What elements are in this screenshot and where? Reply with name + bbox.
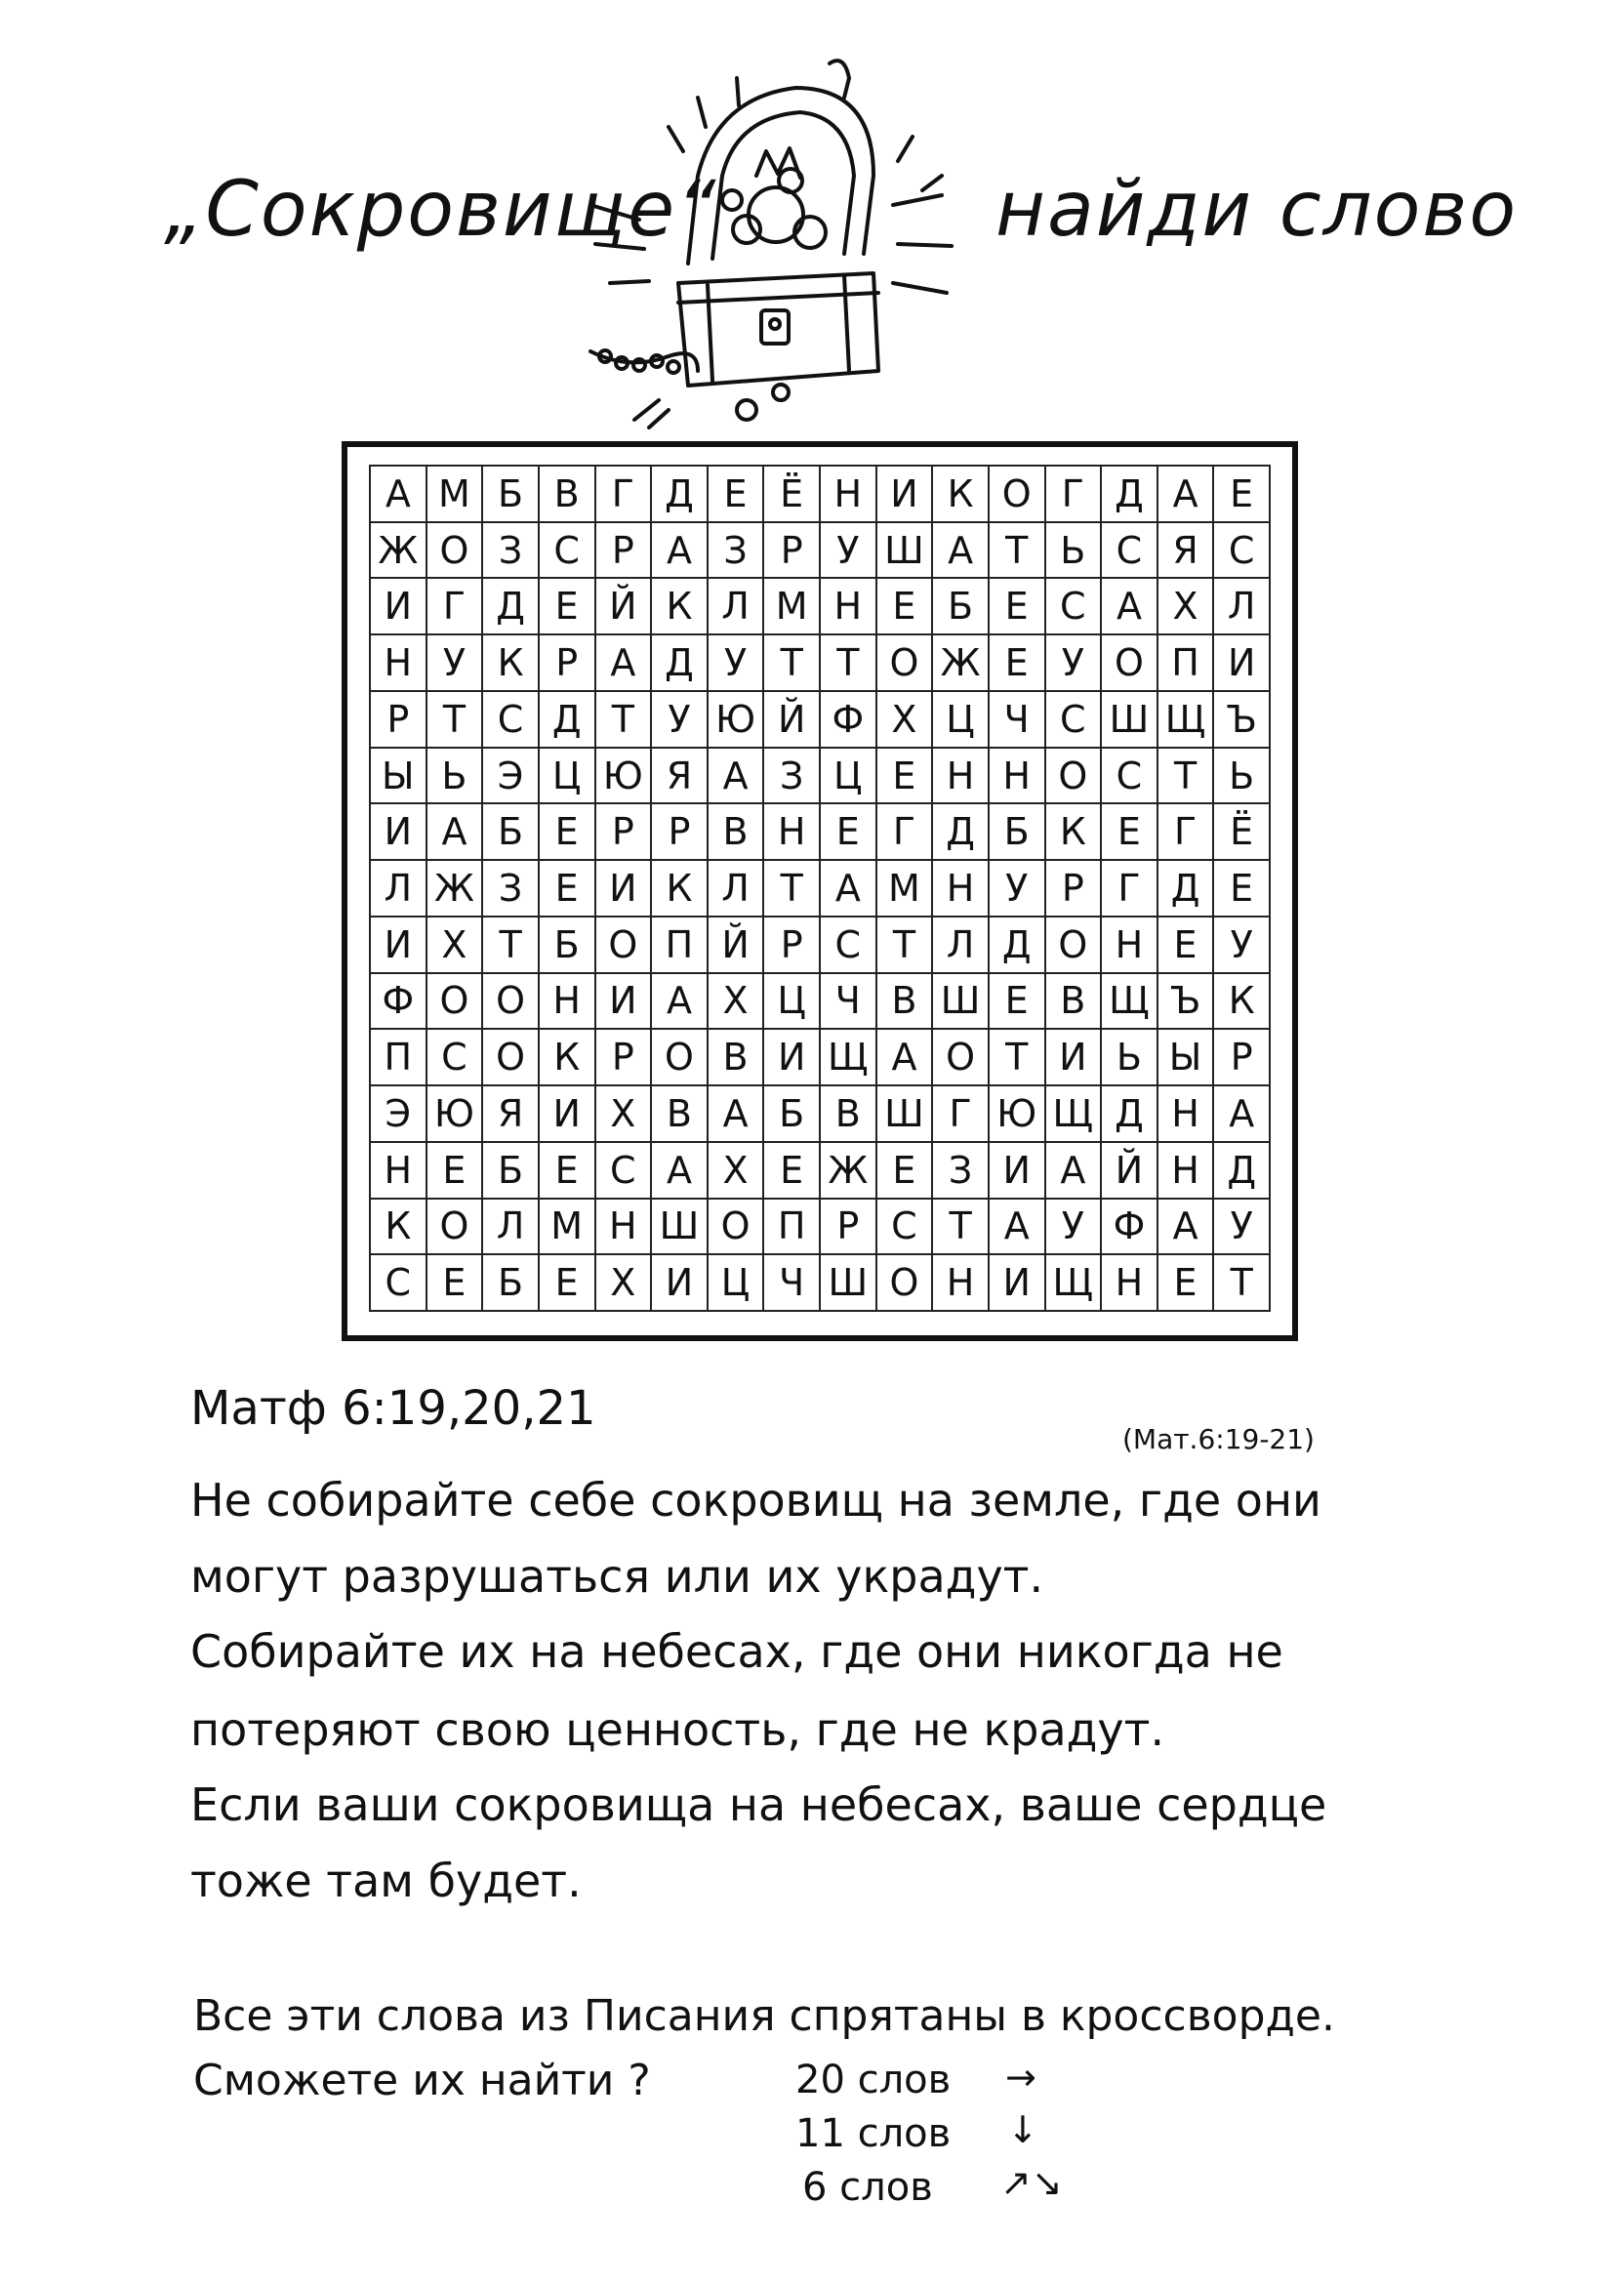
grid-cell[interactable]: С <box>427 1030 484 1086</box>
grid-cell[interactable]: Ч <box>821 974 877 1031</box>
grid-cell[interactable]: Н <box>540 974 596 1031</box>
grid-cell[interactable]: Н <box>596 1200 653 1256</box>
grid-cell[interactable]: Н <box>821 579 877 635</box>
grid-cell[interactable]: И <box>371 918 427 974</box>
grid-cell[interactable]: Т <box>427 692 484 749</box>
grid-cell[interactable]: Ц <box>709 1255 765 1312</box>
grid-cell[interactable]: К <box>540 1030 596 1086</box>
grid-cell[interactable]: Д <box>540 692 596 749</box>
grid-cell[interactable]: Щ <box>821 1030 877 1086</box>
grid-cell[interactable]: О <box>1102 635 1158 692</box>
grid-cell[interactable]: А <box>427 804 484 861</box>
grid-cell[interactable]: Е <box>427 1143 484 1200</box>
grid-cell[interactable]: М <box>764 579 821 635</box>
grid-cell[interactable]: Ж <box>371 523 427 580</box>
grid-cell[interactable]: Б <box>483 467 540 523</box>
grid-cell[interactable]: М <box>427 467 484 523</box>
grid-cell[interactable]: О <box>427 523 484 580</box>
grid-cell[interactable]: С <box>1046 692 1103 749</box>
grid-cell[interactable]: С <box>540 523 596 580</box>
grid-cell[interactable]: Ъ <box>1214 692 1271 749</box>
grid-cell[interactable]: И <box>540 1086 596 1143</box>
grid-cell[interactable]: Х <box>709 1143 765 1200</box>
grid-cell[interactable]: Н <box>764 804 821 861</box>
grid-cell[interactable]: А <box>821 861 877 918</box>
grid-cell[interactable]: Ж <box>933 635 990 692</box>
grid-cell[interactable]: З <box>764 749 821 805</box>
grid-cell[interactable]: А <box>1158 1200 1215 1256</box>
grid-cell[interactable]: А <box>1158 467 1215 523</box>
grid-cell[interactable]: Г <box>877 804 934 861</box>
grid-cell[interactable]: Б <box>990 804 1046 861</box>
grid-cell[interactable]: К <box>483 635 540 692</box>
grid-cell[interactable]: Б <box>483 1143 540 1200</box>
treasure-chest-illustration <box>551 59 1000 429</box>
arrow-diagonal-icon: ↗↘ <box>1000 2161 1063 2204</box>
grid-cell[interactable]: Ю <box>427 1086 484 1143</box>
grid-cell[interactable]: А <box>652 974 709 1031</box>
grid-cell[interactable]: Т <box>933 1200 990 1256</box>
grid-cell[interactable]: Ъ <box>1158 974 1215 1031</box>
instruction-line: Все эти слова из Писания спрятаны в кроссворде. <box>193 1991 1335 2041</box>
grid-cell[interactable]: Ё <box>764 467 821 523</box>
title-left: „Сокровище“ <box>164 166 718 254</box>
grid-cell[interactable]: Ь <box>1214 749 1271 805</box>
grid-cell[interactable]: Ф <box>1102 1200 1158 1256</box>
grid-cell[interactable]: Й <box>764 692 821 749</box>
grid-cell[interactable]: Р <box>596 804 653 861</box>
grid-cell[interactable]: Е <box>540 861 596 918</box>
grid-cell[interactable]: У <box>990 861 1046 918</box>
grid-cell[interactable]: С <box>1102 523 1158 580</box>
grid-cell[interactable]: И <box>371 579 427 635</box>
grid-cell[interactable]: Л <box>1214 579 1271 635</box>
grid-cell[interactable]: А <box>1046 1143 1103 1200</box>
grid-cell[interactable]: О <box>483 974 540 1031</box>
word-search-grid <box>369 465 1271 1312</box>
grid-cell[interactable]: У <box>427 635 484 692</box>
grid-cell[interactable]: Е <box>1158 1255 1215 1312</box>
grid-cell[interactable]: Ш <box>652 1200 709 1256</box>
grid-cell[interactable]: Ю <box>596 749 653 805</box>
grid-cell[interactable]: Г <box>427 579 484 635</box>
grid-cell[interactable]: Т <box>764 861 821 918</box>
grid-cell[interactable]: М <box>540 1200 596 1256</box>
grid-cell[interactable]: Е <box>427 1255 484 1312</box>
grid-cell[interactable]: Н <box>821 467 877 523</box>
grid-cell[interactable]: З <box>709 523 765 580</box>
grid-cell[interactable]: А <box>877 1030 934 1086</box>
grid-cell[interactable]: Г <box>1102 861 1158 918</box>
grid-cell[interactable]: Э <box>371 1086 427 1143</box>
grid-cell[interactable]: Р <box>1214 1030 1271 1086</box>
grid-cell[interactable]: Р <box>764 523 821 580</box>
grid-cell[interactable]: А <box>990 1200 1046 1256</box>
grid-cell[interactable]: У <box>709 635 765 692</box>
grid-cell[interactable]: Л <box>709 579 765 635</box>
grid-cell[interactable]: А <box>1214 1086 1271 1143</box>
grid-cell[interactable]: Н <box>1102 1255 1158 1312</box>
verse-line: могут разрушаться или их украдут. <box>190 1550 1044 1603</box>
grid-cell[interactable]: Ш <box>933 974 990 1031</box>
grid-cell[interactable]: Т <box>877 918 934 974</box>
grid-cell[interactable]: Е <box>540 579 596 635</box>
grid-cell[interactable]: Х <box>709 974 765 1031</box>
grid-cell[interactable]: В <box>1046 974 1103 1031</box>
grid-cell[interactable]: М <box>877 861 934 918</box>
grid-cell[interactable]: Д <box>652 635 709 692</box>
grid-cell[interactable]: Е <box>877 749 934 805</box>
grid-cell[interactable]: У <box>821 523 877 580</box>
grid-cell[interactable]: А <box>596 635 653 692</box>
grid-cell[interactable]: Р <box>821 1200 877 1256</box>
grid-cell[interactable]: Т <box>990 1030 1046 1086</box>
grid-cell[interactable]: П <box>764 1200 821 1256</box>
grid-cell[interactable]: Р <box>371 692 427 749</box>
grid-cell[interactable]: О <box>1046 749 1103 805</box>
grid-cell[interactable]: А <box>709 1086 765 1143</box>
grid-cell[interactable]: С <box>1102 749 1158 805</box>
grid-cell[interactable]: Ф <box>371 974 427 1031</box>
grid-cell[interactable]: К <box>371 1200 427 1256</box>
grid-cell[interactable]: Д <box>483 579 540 635</box>
grid-cell[interactable]: Н <box>1158 1086 1215 1143</box>
grid-cell[interactable]: И <box>596 974 653 1031</box>
grid-cell[interactable]: Н <box>933 749 990 805</box>
grid-cell[interactable]: И <box>1046 1030 1103 1086</box>
grid-cell[interactable]: У <box>1214 1200 1271 1256</box>
grid-cell[interactable]: О <box>877 635 934 692</box>
verse-line: Если ваши сокровища на небесах, ваше сердце <box>190 1778 1327 1831</box>
grid-cell[interactable]: Ф <box>821 692 877 749</box>
grid-cell[interactable]: Е <box>821 804 877 861</box>
grid-cell[interactable]: А <box>709 749 765 805</box>
grid-cell[interactable]: Е <box>877 579 934 635</box>
grid-cell[interactable]: З <box>483 523 540 580</box>
grid-cell[interactable]: Т <box>1158 749 1215 805</box>
grid-cell[interactable]: К <box>652 861 709 918</box>
grid-cell[interactable]: Е <box>764 1143 821 1200</box>
grid-cell[interactable]: Я <box>1158 523 1215 580</box>
grid-cell[interactable]: Я <box>652 749 709 805</box>
grid-cell[interactable]: Г <box>933 1086 990 1143</box>
grid-cell[interactable]: Е <box>1102 804 1158 861</box>
grid-cell[interactable]: Д <box>1158 861 1215 918</box>
grid-cell[interactable]: Р <box>596 523 653 580</box>
grid-cell[interactable]: К <box>1046 804 1103 861</box>
grid-cell[interactable]: В <box>540 467 596 523</box>
grid-cell[interactable]: Е <box>1214 861 1271 918</box>
grid-cell[interactable]: Щ <box>1102 974 1158 1031</box>
grid-cell[interactable]: Е <box>990 635 1046 692</box>
grid-cell[interactable]: Н <box>933 1255 990 1312</box>
grid-cell[interactable]: Р <box>652 804 709 861</box>
grid-cell[interactable]: Н <box>371 1143 427 1200</box>
scripture-reference-alt: (Мат.6:19-21) <box>1122 1423 1315 1455</box>
grid-cell[interactable]: Щ <box>1046 1255 1103 1312</box>
grid-cell[interactable]: Р <box>764 918 821 974</box>
grid-cell[interactable]: К <box>1214 974 1271 1031</box>
grid-cell[interactable]: О <box>427 1200 484 1256</box>
grid-cell[interactable]: Й <box>709 918 765 974</box>
grid-cell[interactable]: П <box>1158 635 1215 692</box>
grid-cell[interactable]: Й <box>1102 1143 1158 1200</box>
arrow-right-icon: → <box>1005 2056 1036 2099</box>
grid-cell[interactable]: Л <box>483 1200 540 1256</box>
grid-cell[interactable]: Й <box>596 579 653 635</box>
grid-cell[interactable]: Ш <box>821 1255 877 1312</box>
grid-cell[interactable]: Г <box>1046 467 1103 523</box>
count-diagonal: 6 слов <box>802 2165 933 2210</box>
grid-cell[interactable]: Х <box>427 918 484 974</box>
grid-cell[interactable]: О <box>483 1030 540 1086</box>
count-vertical: 11 слов <box>795 2111 952 2156</box>
grid-cell[interactable]: К <box>933 467 990 523</box>
grid-cell[interactable]: Д <box>1102 467 1158 523</box>
grid-cell[interactable]: У <box>1046 635 1103 692</box>
grid-cell[interactable]: И <box>990 1143 1046 1200</box>
grid-cell[interactable]: Е <box>709 467 765 523</box>
grid-cell[interactable]: Д <box>1214 1143 1271 1200</box>
grid-cell[interactable]: С <box>371 1255 427 1312</box>
grid-cell[interactable]: Т <box>1214 1255 1271 1312</box>
grid-cell[interactable]: К <box>652 579 709 635</box>
grid-cell[interactable]: Т <box>483 918 540 974</box>
grid-cell[interactable]: З <box>483 861 540 918</box>
grid-cell[interactable]: Ш <box>877 523 934 580</box>
grid-cell[interactable]: А <box>652 523 709 580</box>
grid-cell[interactable]: С <box>596 1143 653 1200</box>
grid-cell[interactable]: Е <box>1158 918 1215 974</box>
grid-cell[interactable]: Н <box>371 635 427 692</box>
grid-cell[interactable]: Н <box>1158 1143 1215 1200</box>
grid-cell[interactable]: Д <box>652 467 709 523</box>
grid-cell[interactable]: А <box>371 467 427 523</box>
grid-cell[interactable]: В <box>652 1086 709 1143</box>
grid-cell[interactable]: Ы <box>1158 1030 1215 1086</box>
grid-cell[interactable]: Ю <box>709 692 765 749</box>
word-search-frame <box>342 441 1298 1341</box>
grid-cell[interactable]: Т <box>821 635 877 692</box>
grid-cell[interactable]: У <box>1214 918 1271 974</box>
grid-cell[interactable]: Л <box>933 918 990 974</box>
grid-cell[interactable]: Ё <box>1214 804 1271 861</box>
grid-cell[interactable]: Е <box>540 804 596 861</box>
grid-cell[interactable]: Ц <box>933 692 990 749</box>
grid-cell[interactable]: Х <box>596 1255 653 1312</box>
verse-line: тоже там будет. <box>190 1855 582 1907</box>
grid-cell[interactable]: О <box>596 918 653 974</box>
grid-cell[interactable]: И <box>764 1030 821 1086</box>
grid-cell[interactable]: Х <box>1158 579 1215 635</box>
grid-cell[interactable]: Щ <box>1158 692 1215 749</box>
grid-cell[interactable]: Д <box>933 804 990 861</box>
grid-cell[interactable]: И <box>877 467 934 523</box>
grid-cell[interactable]: С <box>1046 579 1103 635</box>
grid-cell[interactable]: Х <box>877 692 934 749</box>
grid-cell[interactable]: Е <box>990 579 1046 635</box>
grid-cell[interactable]: Е <box>1214 467 1271 523</box>
grid-cell[interactable]: Э <box>483 749 540 805</box>
grid-cell[interactable]: О <box>709 1200 765 1256</box>
verse-line: Собирайте их на небесах, где они никогда не <box>190 1625 1283 1678</box>
grid-cell[interactable]: Ч <box>990 692 1046 749</box>
grid-cell[interactable]: О <box>990 467 1046 523</box>
count-horizontal: 20 слов <box>795 2058 952 2102</box>
grid-cell[interactable]: А <box>1102 579 1158 635</box>
grid-cell[interactable]: А <box>652 1143 709 1200</box>
grid-cell[interactable]: И <box>1214 635 1271 692</box>
scripture-reference: Матф 6:19,20,21 <box>190 1381 596 1436</box>
grid-cell[interactable]: И <box>596 861 653 918</box>
grid-cell[interactable]: И <box>371 804 427 861</box>
grid-cell[interactable]: Х <box>596 1086 653 1143</box>
grid-cell[interactable]: В <box>877 974 934 1031</box>
grid-cell[interactable]: Е <box>540 1143 596 1200</box>
grid-cell[interactable]: Р <box>596 1030 653 1086</box>
grid-cell[interactable]: Т <box>990 523 1046 580</box>
grid-cell[interactable]: И <box>652 1255 709 1312</box>
grid-cell[interactable]: Е <box>540 1255 596 1312</box>
grid-cell[interactable]: Е <box>877 1143 934 1200</box>
grid-cell[interactable]: Г <box>1158 804 1215 861</box>
grid-cell[interactable]: У <box>652 692 709 749</box>
grid-cell[interactable]: Ь <box>427 749 484 805</box>
grid-cell[interactable]: О <box>877 1255 934 1312</box>
grid-cell[interactable]: Ш <box>877 1086 934 1143</box>
grid-cell[interactable]: Н <box>990 749 1046 805</box>
grid-cell[interactable]: Б <box>764 1086 821 1143</box>
grid-cell[interactable]: О <box>427 974 484 1031</box>
instruction-question: Сможете их найти ? <box>193 2056 651 2105</box>
grid-cell[interactable]: З <box>933 1143 990 1200</box>
grid-cell[interactable]: Ь <box>1102 1030 1158 1086</box>
grid-cell[interactable]: С <box>1214 523 1271 580</box>
grid-cell[interactable]: Я <box>483 1086 540 1143</box>
grid-cell[interactable]: О <box>652 1030 709 1086</box>
grid-cell[interactable]: А <box>933 523 990 580</box>
grid-cell[interactable]: Ю <box>990 1086 1046 1143</box>
grid-cell[interactable]: Ц <box>764 974 821 1031</box>
grid-cell[interactable]: С <box>877 1200 934 1256</box>
grid-cell[interactable]: П <box>652 918 709 974</box>
grid-cell[interactable]: Р <box>540 635 596 692</box>
grid-cell[interactable]: Д <box>990 918 1046 974</box>
arrow-down-icon: ↓ <box>1007 2108 1038 2151</box>
grid-cell[interactable]: Е <box>990 974 1046 1031</box>
grid-cell[interactable]: С <box>821 918 877 974</box>
grid-cell[interactable]: Ы <box>371 749 427 805</box>
grid-cell[interactable]: И <box>990 1255 1046 1312</box>
grid-cell[interactable]: О <box>933 1030 990 1086</box>
grid-cell[interactable]: Ч <box>764 1255 821 1312</box>
grid-cell[interactable]: Б <box>540 918 596 974</box>
grid-cell[interactable]: Н <box>933 861 990 918</box>
grid-cell[interactable]: Ж <box>427 861 484 918</box>
grid-cell[interactable]: П <box>371 1030 427 1086</box>
grid-cell[interactable]: Н <box>1102 918 1158 974</box>
grid-cell[interactable]: Ц <box>540 749 596 805</box>
grid-cell[interactable]: Б <box>933 579 990 635</box>
grid-cell[interactable]: У <box>1046 1200 1103 1256</box>
grid-cell[interactable]: Б <box>483 804 540 861</box>
grid-cell[interactable]: Л <box>709 861 765 918</box>
grid-cell[interactable]: Б <box>483 1255 540 1312</box>
grid-cell[interactable]: Ь <box>1046 523 1103 580</box>
grid-cell[interactable]: Ц <box>821 749 877 805</box>
grid-cell[interactable]: В <box>709 1030 765 1086</box>
grid-cell[interactable]: В <box>709 804 765 861</box>
grid-cell[interactable]: Ш <box>1102 692 1158 749</box>
grid-cell[interactable]: Р <box>1046 861 1103 918</box>
grid-cell[interactable]: Т <box>596 692 653 749</box>
grid-cell[interactable]: Т <box>764 635 821 692</box>
verse-line: потеряют свою ценность, где не крадут. <box>190 1703 1165 1756</box>
grid-cell[interactable]: Ж <box>821 1143 877 1200</box>
grid-cell[interactable]: Щ <box>1046 1086 1103 1143</box>
verse-line: Не собирайте себе сокровищ на земле, где они <box>190 1474 1321 1527</box>
grid-cell[interactable]: С <box>483 692 540 749</box>
grid-cell[interactable]: Д <box>1102 1086 1158 1143</box>
grid-cell[interactable]: О <box>1046 918 1103 974</box>
grid-cell[interactable]: Л <box>371 861 427 918</box>
grid-cell[interactable]: В <box>821 1086 877 1143</box>
title-right: найди слово <box>995 166 1519 254</box>
grid-cell[interactable]: Г <box>596 467 653 523</box>
